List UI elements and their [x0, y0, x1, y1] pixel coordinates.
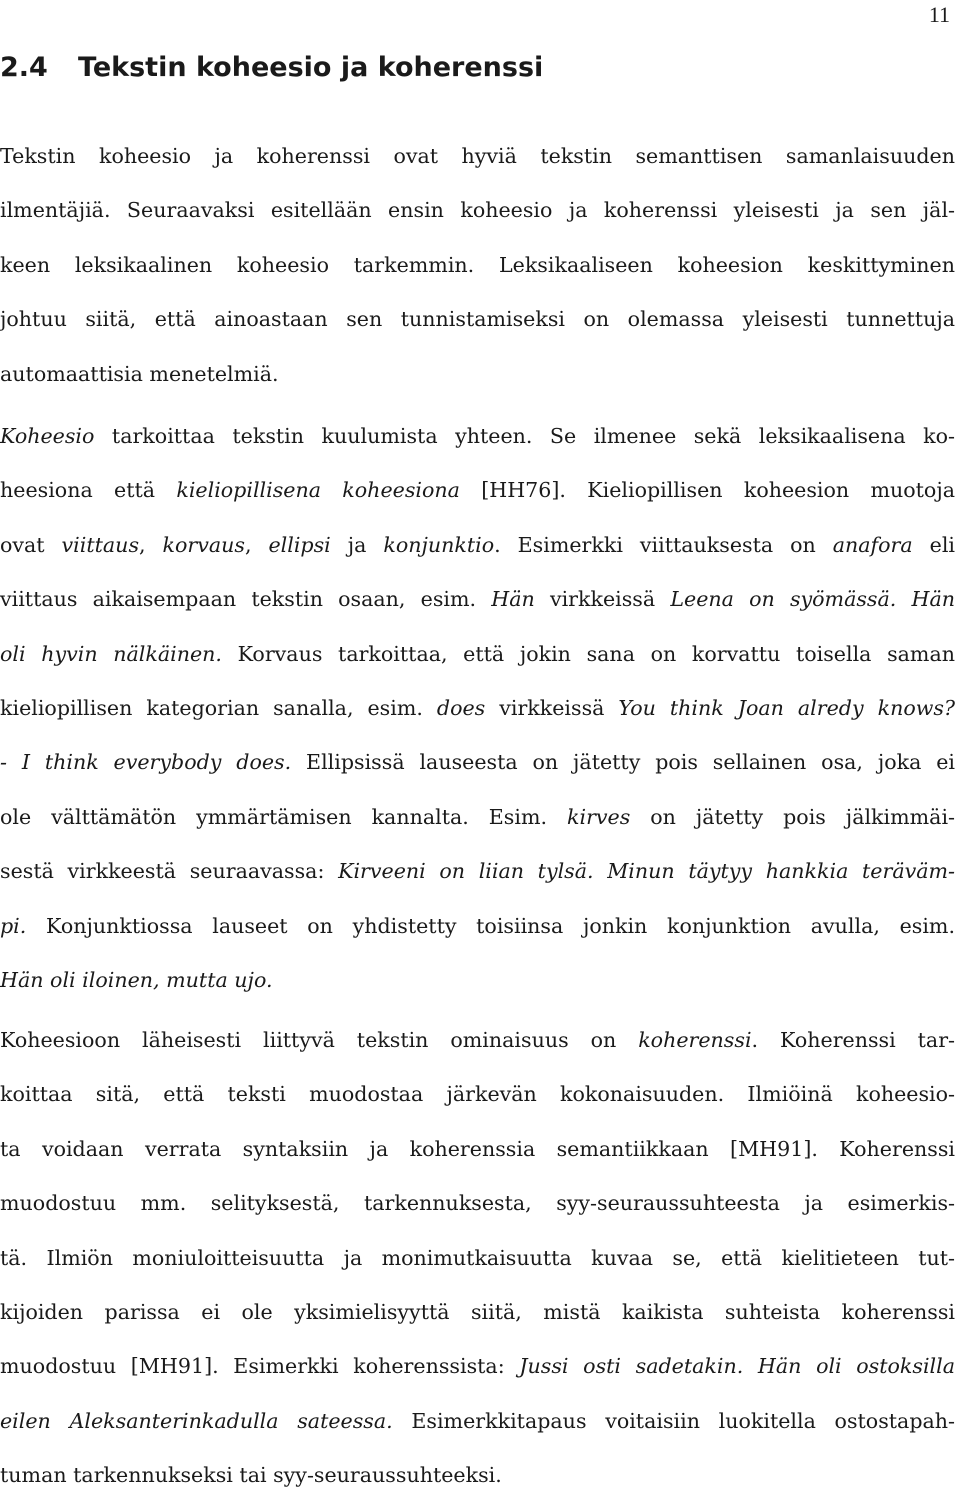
text-line — [0, 1231, 955, 1285]
text-run: . Esimerkki viittauksesta on — [494, 532, 833, 557]
text-line — [0, 735, 955, 789]
text-line — [0, 463, 955, 517]
text-run: tä. Ilmiön moniuloitteisuutta ja monimutkaisuutta kuvaa se, että kielitieteen tut- — [0, 1245, 955, 1270]
italic-text: oli hyvin nälkäinen. — [0, 641, 222, 666]
text-run: Tekstin koheesio ja koherenssi ovat hyviä tekstin semanttisen samanlaisuuden — [0, 144, 955, 168]
paragraph-koheesio — [0, 409, 955, 1007]
page-number: 11 — [928, 2, 950, 27]
italic-text: Hän oli iloinen, mutta ujo. — [0, 967, 273, 992]
text-line — [0, 1122, 955, 1176]
text-run: viittaus aikaisempaan tekstin osaan, esim. — [0, 587, 492, 612]
italic-text: Hän — [491, 587, 535, 612]
italic-text: eilen Aleksanterinkadulla sateessa. — [0, 1408, 393, 1433]
text-run: Esimerkkitapaus voitaisiin luokitella ostostapah- — [392, 1408, 955, 1433]
italic-text: Leena on syömässä. Hän — [670, 587, 955, 612]
italic-text: ellipsi — [268, 532, 331, 557]
text-line — [0, 518, 955, 572]
text-line — [0, 1285, 955, 1339]
text-line — [0, 409, 955, 463]
text-run: tarkoittaa tekstin kuulumista yhteen. Se ilmenee sekä leksikaalisena ko- — [94, 424, 955, 448]
text-line — [0, 129, 955, 183]
text-run: virkkeissä — [485, 695, 619, 720]
text-line — [0, 292, 955, 346]
text-run: , — [139, 532, 163, 557]
text-line — [0, 183, 955, 237]
text-line — [0, 899, 955, 953]
text-run: , — [244, 532, 269, 557]
text-run: kijoiden parissa ei ole yksimielisyyttä siitä, mistä kaikista suhteista koherenssi — [0, 1299, 955, 1324]
text-run: on jätetty pois jälkimmäi- — [630, 804, 955, 829]
text-run: Ellipsissä lauseesta on jätetty pois sellainen osa, joka ei — [291, 750, 955, 775]
text-run: johtuu siitä, että ainoastaan sen tunnistamiseksi on olemassa yleisesti tunnettuja — [0, 307, 955, 332]
text-line — [0, 238, 955, 292]
text-run: ja — [330, 532, 384, 557]
italic-text: does — [436, 695, 486, 720]
text-line — [0, 1013, 955, 1067]
italic-text: You think Joan alredy knows? — [618, 695, 955, 720]
italic-text: korvaus — [162, 532, 245, 557]
text-run: sestä virkkeestä seuraavassa: — [0, 859, 339, 884]
text-line — [0, 1394, 955, 1448]
text-line — [0, 953, 955, 1007]
text-run: heesiona että — [0, 478, 177, 503]
text-line — [0, 1448, 955, 1502]
italic-text: Kirveeni on liian tylsä. Minun täytyy hankkia teräväm- — [338, 859, 955, 884]
text-run: ole välttämätön ymmärtämisen kannalta. Esim. — [0, 804, 567, 829]
section-number: 2.4 — [0, 52, 48, 83]
italic-text: kieliopillisena koheesiona — [176, 478, 460, 503]
text-run: . Koherenssi tar- — [751, 1028, 955, 1052]
text-run: ovat — [0, 532, 62, 557]
italic-text: koherenssi — [638, 1028, 752, 1052]
section-title: Tekstin koheesio ja koherenssi — [78, 52, 544, 83]
italic-text: - I think everybody does. — [0, 750, 292, 775]
italic-text: pi. — [0, 913, 27, 938]
text-line — [0, 844, 955, 898]
text-run: ta voidaan verrata syntaksiin ja koherenssia semantiikkaan [MH91]. Koherenssi — [0, 1136, 955, 1161]
text-run: ilmentäjiä. Seuraavaksi esitellään ensin koheesio ja koherenssi yleisesti ja sen jäl- — [0, 198, 955, 223]
text-line — [0, 681, 955, 735]
text-run: muodostuu [MH91]. Esimerkki koherenssista: — [0, 1354, 520, 1379]
paragraph-intro — [0, 129, 955, 401]
text-line — [0, 790, 955, 844]
text-line — [0, 572, 955, 626]
text-run: keen leksikaalinen koheesio tarkemmin. Leksikaaliseen koheesion keskittyminen — [0, 252, 955, 277]
text-run: Koheesioon läheisesti liittyvä tekstin ominaisuus on — [0, 1028, 639, 1052]
text-run: virkkeissä — [534, 587, 671, 612]
italic-text: viittaus — [61, 532, 140, 557]
text-run: eli — [912, 532, 955, 557]
text-run: koittaa sitä, että teksti muodostaa järkevän kokonaisuuden. Ilmiöinä koheesio- — [0, 1082, 955, 1107]
paragraph-koherenssi — [0, 1013, 955, 1503]
text-run: kieliopillisen kategorian sanalla, esim. — [0, 695, 437, 720]
text-line — [0, 1339, 955, 1393]
text-line — [0, 347, 955, 401]
italic-text: konjunktio — [383, 532, 495, 557]
text-run: automaattisia menetelmiä. — [0, 361, 279, 386]
text-run: Konjunktiossa lauseet on yhdistetty toisiinsa jonkin konjunktion avulla, esim. — [26, 913, 955, 938]
text-run: tuman tarkennukseksi tai syy-seuraussuhteeksi. — [0, 1463, 502, 1488]
text-line — [0, 1176, 955, 1230]
text-line — [0, 627, 955, 681]
italic-text: Koheesio — [0, 424, 95, 448]
italic-text: anafora — [832, 532, 913, 557]
text-run: muodostuu mm. selityksestä, tarkennuksesta, syy-seuraussuhteesta ja esimerkis- — [0, 1191, 955, 1216]
text-line — [0, 1067, 955, 1121]
italic-text: kirves — [567, 804, 631, 829]
italic-text: Jussi osti sadetakin. Hän oli ostoksilla — [519, 1354, 955, 1379]
text-run: Korvaus tarkoittaa, että jokin sana on korvattu toisella saman — [221, 641, 955, 666]
section-heading — [0, 50, 543, 86]
text-run: [HH76]. Kieliopillisen koheesion muotoja — [459, 478, 955, 503]
